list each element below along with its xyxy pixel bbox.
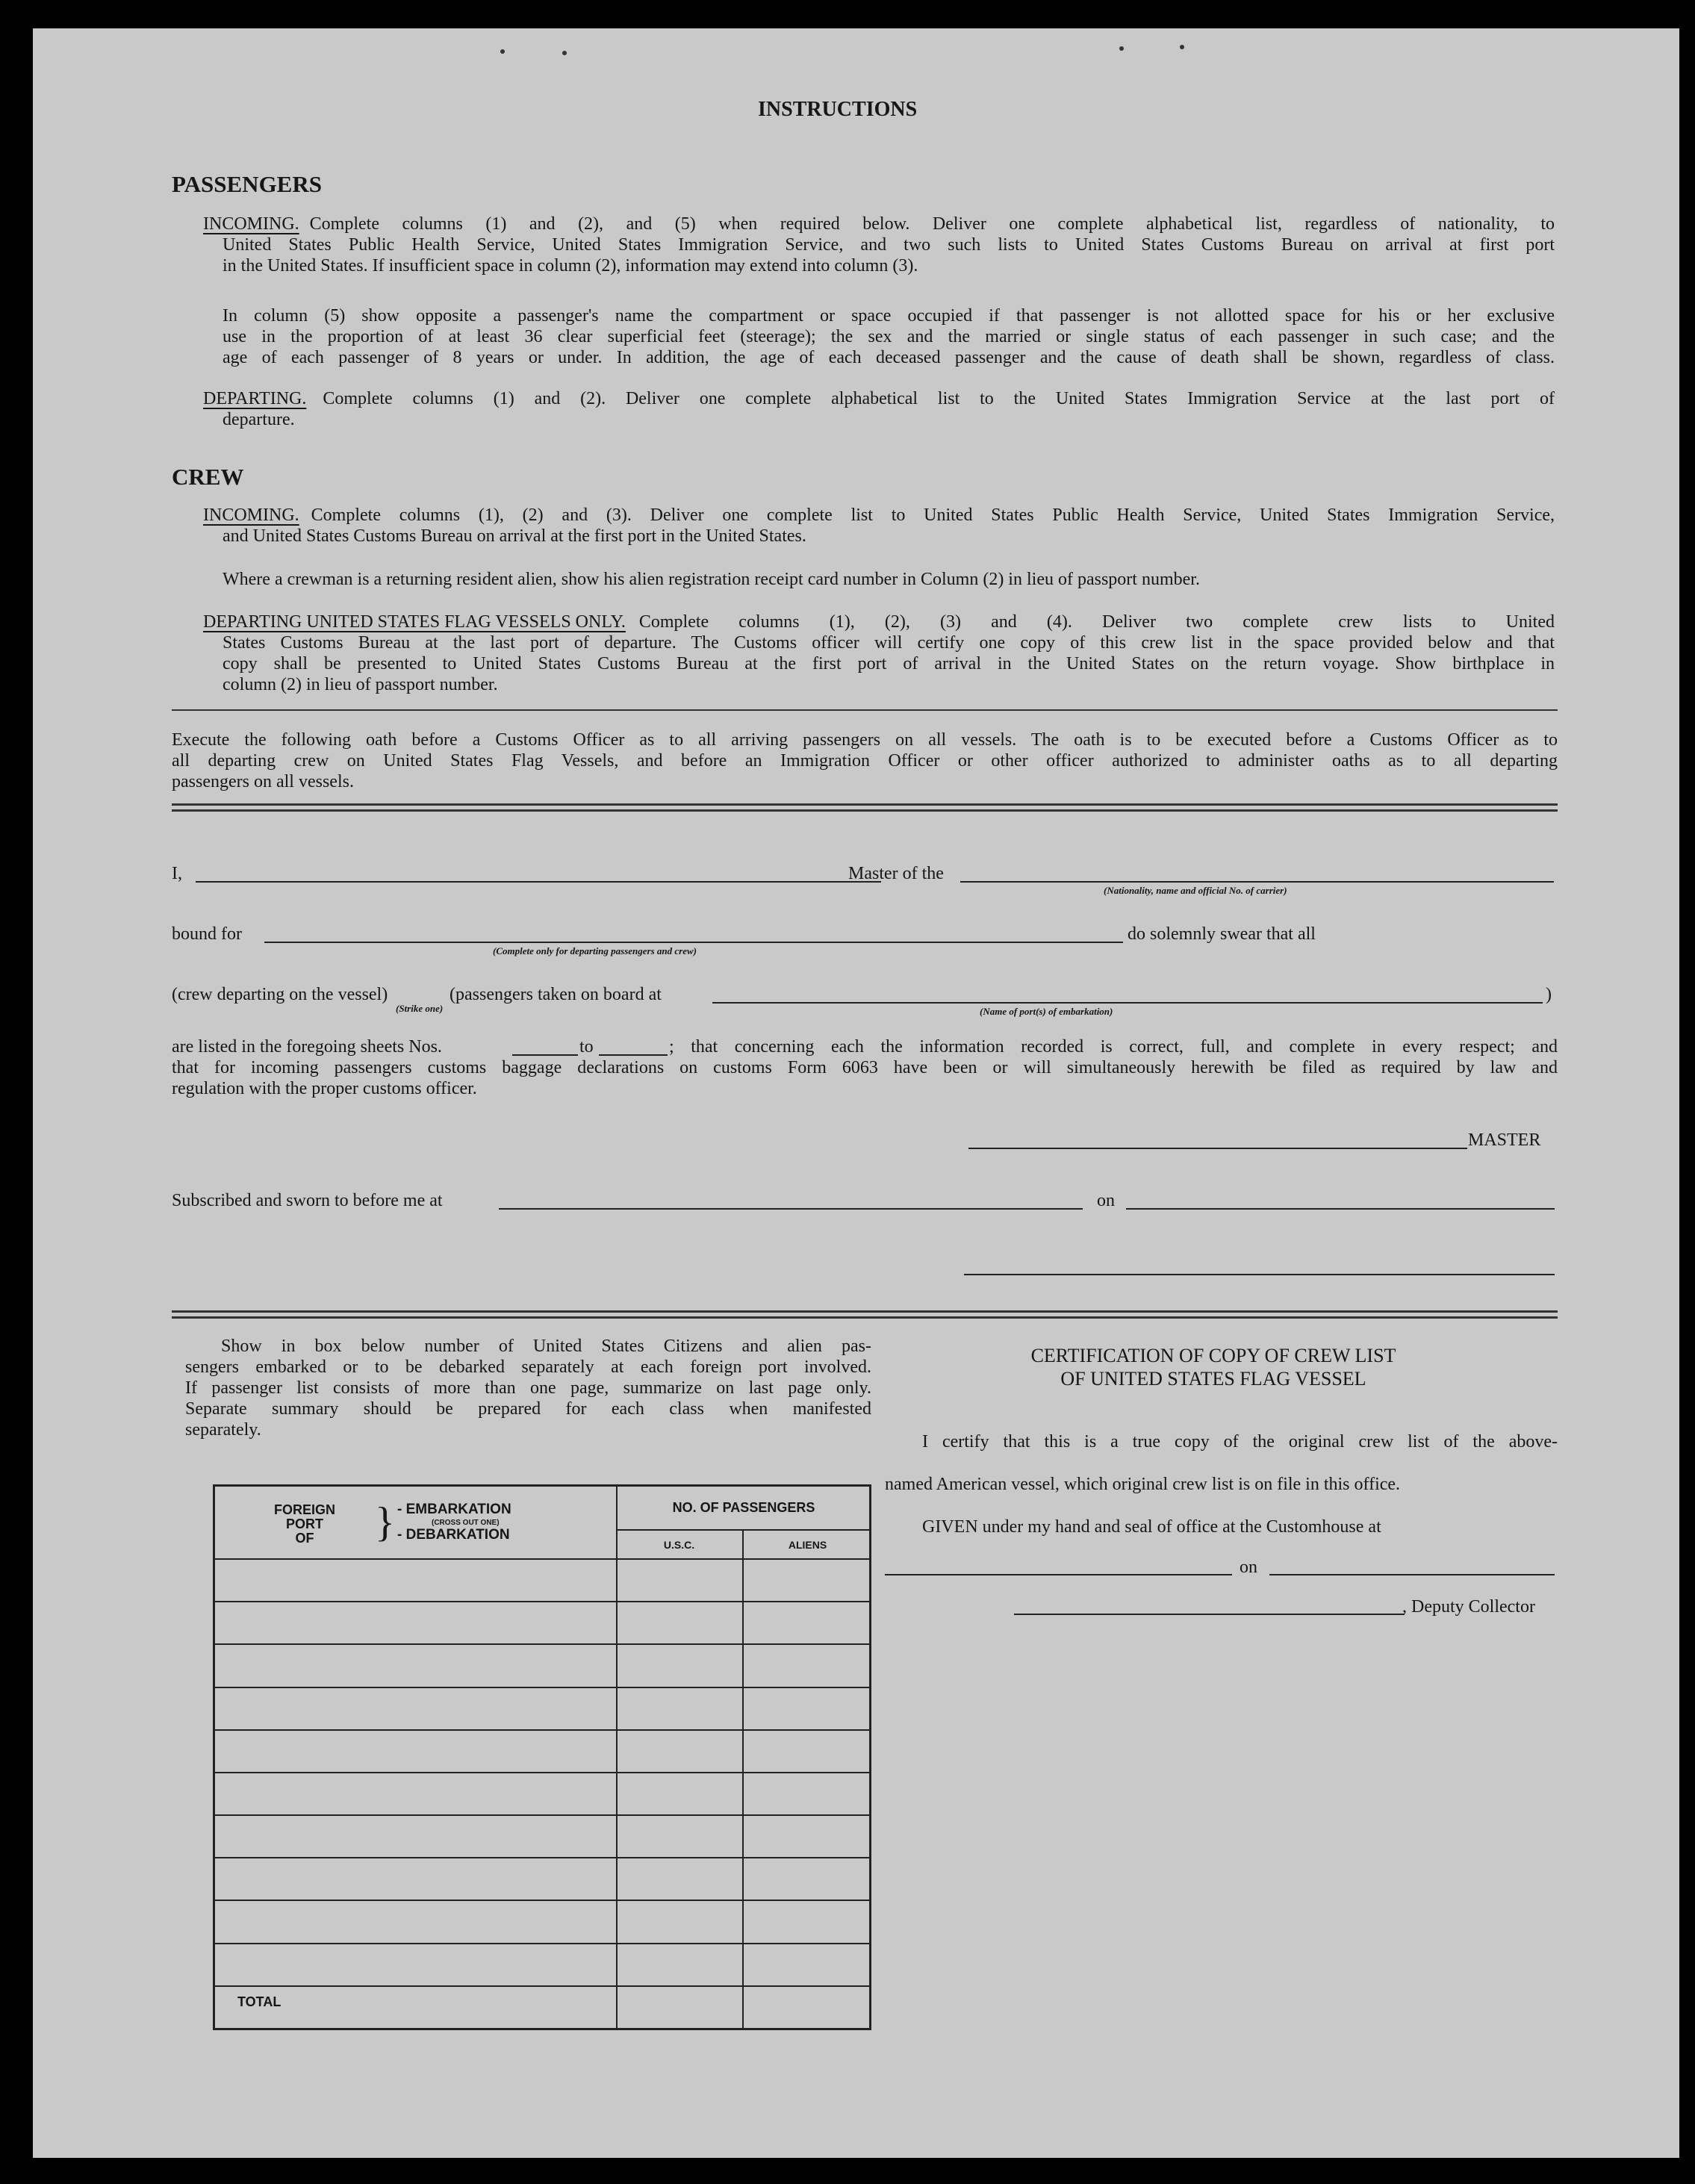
ports-caption: (Name of port(s) of embarkation) bbox=[980, 1006, 1113, 1017]
header-cross-out: (CROSS OUT ONE) bbox=[432, 1519, 500, 1527]
passengers-col5-line3: age of each passenger of 8 years or under. In addition, the age of each deceased passenger and the cause of death shall be shown, regardless of class. bbox=[223, 348, 1555, 367]
crew-departing-line1 bbox=[203, 612, 1555, 632]
certification-line1: I certify that this is a true copy of the original crew list of the above- bbox=[922, 1432, 1558, 1452]
certification-title bbox=[904, 1344, 1523, 1390]
listed-line3: regulation with the proper customs officer. bbox=[172, 1079, 477, 1098]
table-row[interactable] bbox=[215, 1857, 869, 1858]
header-foreign: FOREIGN bbox=[273, 1502, 335, 1517]
sheet-to-field[interactable] bbox=[599, 1054, 668, 1056]
header-debarkation: - DEBARKATION bbox=[397, 1527, 510, 1543]
table-row[interactable] bbox=[215, 1729, 869, 1731]
crew-alien-line: Where a crewman is a returning resident alien, show his alien registration receipt card number in Column (2) in lieu of passport number. bbox=[223, 570, 1200, 589]
oath-note-line3: passengers on all vessels. bbox=[172, 772, 354, 791]
header-no-of-passengers: NO. OF PASSENGERS bbox=[672, 1500, 815, 1515]
passengers-incoming-line3: in the United States. If insufficient space in column (2), information may extend into column (3). bbox=[223, 256, 918, 276]
passengers-departing-line1 bbox=[203, 388, 1555, 409]
deputy-collector-label: , Deputy Collector bbox=[1402, 1597, 1535, 1617]
scan-speck bbox=[562, 51, 567, 55]
divider bbox=[172, 1316, 1558, 1319]
sheet-from-field[interactable] bbox=[512, 1054, 578, 1056]
header-port: PORT bbox=[285, 1516, 323, 1531]
summary-note-line3: If passenger list consists of more than one page, summarize on last page only. bbox=[185, 1378, 871, 1398]
passenger-summary-table bbox=[213, 1484, 871, 2030]
table-header-foreign-port bbox=[252, 1503, 357, 1546]
master-signature-field[interactable] bbox=[968, 1148, 1467, 1149]
passengers-incoming-line1 bbox=[203, 214, 1555, 234]
table-row[interactable] bbox=[215, 1643, 869, 1645]
certification-line2: named American vessel, which original crew list is on file in this office. bbox=[885, 1475, 1401, 1494]
listed-text-b: ; that concerning each the information recorded is correct, full, and complete in every respect; and bbox=[669, 1037, 1558, 1057]
sworn-place-field[interactable] bbox=[499, 1208, 1083, 1210]
passengers-incoming-text1: Complete columns (1) and (2), and (5) when required below. Deliver one complete alphabetical list, regardless of nationality, to bbox=[309, 214, 1555, 234]
crew-incoming-line2: and United States Customs Bureau on arrival at the first port in the United States. bbox=[223, 526, 806, 546]
header-of: OF bbox=[295, 1531, 314, 1546]
crew-incoming-line1 bbox=[203, 505, 1555, 526]
header-aliens: ALIENS bbox=[788, 1539, 827, 1551]
carrier-field[interactable] bbox=[960, 881, 1554, 883]
scan-speck bbox=[1180, 45, 1184, 49]
certification-line3: GIVEN under my hand and seal of office at the Customhouse at bbox=[922, 1517, 1381, 1537]
table-row[interactable] bbox=[215, 1900, 869, 1901]
bound-for-field[interactable] bbox=[264, 942, 1123, 943]
master-label: MASTER bbox=[1468, 1130, 1541, 1150]
customhouse-field[interactable] bbox=[885, 1574, 1232, 1575]
divider bbox=[172, 809, 1558, 812]
sworn-date-field[interactable] bbox=[1126, 1208, 1555, 1210]
strike-one-caption: (Strike one) bbox=[396, 1003, 444, 1014]
crew-departing-line2: States Customs Bureau at the last port of departure. The Customs officer will certify one copy of this crew list in the space provided below and that bbox=[223, 633, 1555, 653]
passengers-departing-text1: Complete columns (1) and (2). Deliver one complete alphabetical list to the United States Immigration Service at the last port of bbox=[323, 389, 1555, 408]
listed-to-label: to bbox=[579, 1037, 594, 1057]
table-row[interactable] bbox=[215, 1687, 869, 1688]
certification-date-field[interactable] bbox=[1269, 1574, 1555, 1575]
crew-incoming-label: INCOMING. bbox=[203, 505, 299, 525]
brace-icon: } bbox=[375, 1499, 395, 1546]
close-paren: ) bbox=[1546, 985, 1552, 1004]
bound-for-label: bound for bbox=[172, 924, 242, 944]
crew-departing-text1: Complete columns (1), (2), (3) and (4). Deliver two complete crew lists to United bbox=[638, 612, 1555, 632]
scan-speck bbox=[1119, 46, 1124, 51]
oath-note-line1: Execute the following oath before a Customs Officer as to all arriving passengers on all vessels. The oath is to be executed before a Customs Officer as to bbox=[172, 730, 1558, 750]
table-total-label: TOTAL bbox=[237, 1994, 282, 2009]
passengers-departing-label: DEPARTING. bbox=[203, 389, 307, 408]
swear-text: do solemnly swear that all bbox=[1128, 924, 1316, 944]
subscribed-label: Subscribed and sworn to before me at bbox=[172, 1191, 443, 1210]
certification-title-line1: CERTIFICATION OF COPY OF CREW LIST bbox=[1030, 1345, 1396, 1366]
table-row[interactable] bbox=[215, 1814, 869, 1816]
summary-note-line4: Separate summary should be prepared for each class when manifested bbox=[185, 1399, 871, 1419]
passengers-taken-option: (passengers taken on board at bbox=[450, 985, 662, 1004]
crew-incoming-text1: Complete columns (1), (2) and (3). Deliver one complete list to United States Public Health Service, United States Immigration Service, bbox=[311, 505, 1555, 525]
passengers-heading: PASSENGERS bbox=[172, 171, 322, 197]
summary-note-line5: separately. bbox=[185, 1420, 261, 1440]
divider bbox=[172, 709, 1558, 711]
table-divider bbox=[616, 1487, 618, 2028]
summary-note-line2: sengers embarked or to be debarked separately at each foreign port involved. bbox=[185, 1357, 871, 1377]
header-embarkation: - EMBARKATION bbox=[397, 1502, 511, 1517]
passengers-incoming-label: INCOMING. bbox=[203, 214, 299, 234]
listed-text-a: are listed in the foregoing sheets Nos. bbox=[172, 1037, 442, 1057]
passengers-col5-line1: In column (5) show opposite a passenger's name the compartment or space occupied if that passenger is not allotted space for his or her exclusive bbox=[223, 306, 1555, 326]
divider bbox=[172, 803, 1558, 806]
crew-departing-line4: column (2) in lieu of passport number. bbox=[223, 675, 498, 694]
table-divider bbox=[742, 1529, 744, 2028]
crew-departing-label: DEPARTING UNITED STATES FLAG VESSELS ONLY. bbox=[203, 612, 626, 632]
master-of-label: Master of the bbox=[848, 864, 944, 883]
crew-heading: CREW bbox=[172, 464, 244, 490]
embarkation-ports-field[interactable] bbox=[712, 1002, 1543, 1004]
passengers-departing-line2: departure. bbox=[223, 410, 295, 429]
header-usc: U.S.C. bbox=[663, 1539, 695, 1551]
table-divider bbox=[616, 1529, 869, 1531]
document-sheet bbox=[33, 28, 1679, 2158]
table-row[interactable] bbox=[215, 1943, 869, 1944]
crew-departing-option: (crew departing on the vessel) bbox=[172, 985, 388, 1004]
oath-i-label: I, bbox=[172, 864, 182, 883]
summary-note-line1: Show in box below number of United States Citizens and alien pas- bbox=[221, 1337, 871, 1356]
scan-speck bbox=[500, 49, 505, 54]
certification-on-label: on bbox=[1240, 1558, 1257, 1577]
crew-departing-line3: copy shall be presented to United States Customs Bureau at the first port of arrival in the United States on the return voyage. Show birthplace in bbox=[223, 654, 1555, 673]
certification-title-line2: OF UNITED STATES FLAG VESSEL bbox=[1060, 1368, 1366, 1390]
officer-signature-field[interactable] bbox=[964, 1274, 1555, 1275]
master-name-field[interactable] bbox=[196, 881, 881, 883]
listed-line2: that for incoming passengers customs baggage declarations on customs Form 6063 have been or will simultaneously herewith be filed as required by law and bbox=[172, 1058, 1558, 1077]
passengers-incoming-line2: United States Public Health Service, United States Immigration Service, and two such lists to United States Customs Bureau on arrival at first port bbox=[223, 235, 1555, 255]
table-row[interactable] bbox=[215, 1601, 869, 1602]
table-divider bbox=[215, 1558, 869, 1560]
sworn-on-label: on bbox=[1097, 1191, 1115, 1210]
table-row[interactable] bbox=[215, 1985, 869, 1987]
page-title: INSTRUCTIONS bbox=[758, 98, 918, 121]
bound-caption: (Complete only for departing passengers and crew) bbox=[493, 945, 697, 956]
table-row[interactable] bbox=[215, 1772, 869, 1773]
nationality-caption: (Nationality, name and official No. of carrier) bbox=[1104, 885, 1287, 896]
passengers-col5-line2: use in the proportion of at least 36 clear superficial feet (steerage); the sex and the married or single status of each passenger in such case; and the bbox=[223, 327, 1555, 346]
deputy-signature-field[interactable] bbox=[1014, 1614, 1405, 1615]
oath-note-line2: all departing crew on United States Flag Vessels, and before an Immigration Officer or other officer authorized to administer oaths as to all departing bbox=[172, 751, 1558, 771]
divider bbox=[172, 1310, 1558, 1313]
